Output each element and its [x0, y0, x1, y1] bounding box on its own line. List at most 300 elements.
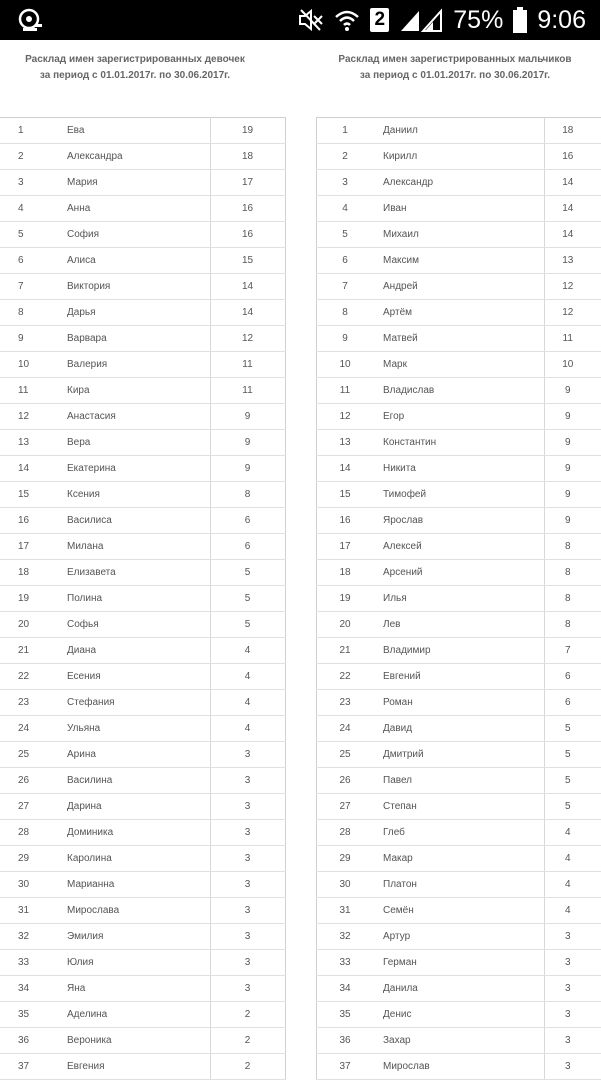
rank-cell: 17 — [317, 534, 374, 560]
name-cell: Матвей — [373, 326, 544, 352]
rank-cell: 31 — [317, 898, 374, 924]
name-cell: Мария — [58, 170, 210, 196]
name-cell: Давид — [373, 716, 544, 742]
rank-cell: 20 — [317, 612, 374, 638]
rank-cell: 12 — [317, 404, 374, 430]
count-cell: 5 — [544, 768, 601, 794]
rank-cell: 5 — [317, 222, 374, 248]
rank-cell: 34 — [317, 976, 374, 1002]
count-cell: 19 — [210, 118, 285, 144]
rank-cell: 11 — [0, 378, 58, 404]
count-cell: 6 — [544, 690, 601, 716]
count-cell: 4 — [544, 846, 601, 872]
name-cell: Мирослав — [373, 1054, 544, 1080]
table-row — [0, 976, 285, 1002]
count-cell: 9 — [544, 482, 601, 508]
table-row — [317, 508, 601, 534]
name-cell: Яна — [58, 976, 210, 1002]
table-row — [0, 924, 285, 950]
rank-cell: 25 — [0, 742, 58, 768]
table-row — [0, 430, 285, 456]
count-cell: 13 — [544, 248, 601, 274]
name-cell: Даниил — [373, 118, 544, 144]
rank-cell: 10 — [317, 352, 374, 378]
media-player-icon — [18, 8, 44, 32]
table-row — [0, 612, 285, 638]
table-row — [317, 534, 601, 560]
count-cell: 8 — [544, 612, 601, 638]
rank-cell: 4 — [317, 196, 374, 222]
rank-cell: 35 — [0, 1002, 58, 1028]
table-row — [0, 950, 285, 976]
count-cell: 3 — [544, 924, 601, 950]
rank-cell: 7 — [0, 274, 58, 300]
name-cell: Тимофей — [373, 482, 544, 508]
name-cell: Ева — [58, 118, 210, 144]
count-cell: 14 — [544, 170, 601, 196]
count-cell: 15 — [210, 248, 285, 274]
rank-cell: 18 — [0, 560, 58, 586]
count-cell: 14 — [544, 222, 601, 248]
name-cell: Никита — [373, 456, 544, 482]
name-cell: Кира — [58, 378, 210, 404]
name-cell: Дарья — [58, 300, 210, 326]
rank-cell: 27 — [317, 794, 374, 820]
count-cell: 3 — [210, 768, 285, 794]
table-row — [317, 846, 601, 872]
count-cell: 3 — [210, 742, 285, 768]
name-cell: Арсений — [373, 560, 544, 586]
rank-cell: 22 — [317, 664, 374, 690]
rank-cell: 3 — [0, 170, 58, 196]
battery-icon — [513, 7, 527, 33]
count-cell: 5 — [210, 586, 285, 612]
table-row — [0, 378, 285, 404]
count-cell: 4 — [210, 638, 285, 664]
rank-cell: 11 — [317, 378, 374, 404]
rank-cell: 6 — [317, 248, 374, 274]
name-cell: Артур — [373, 924, 544, 950]
table-row — [317, 976, 601, 1002]
count-cell: 18 — [544, 118, 601, 144]
count-cell: 5 — [210, 612, 285, 638]
rank-cell: 28 — [317, 820, 374, 846]
rank-cell: 20 — [0, 612, 58, 638]
name-cell: Елизавета — [58, 560, 210, 586]
count-cell: 3 — [544, 1028, 601, 1054]
count-cell: 8 — [544, 586, 601, 612]
boys-names-table — [316, 117, 601, 1080]
rank-cell: 30 — [0, 872, 58, 898]
table-row — [317, 300, 601, 326]
count-cell: 3 — [544, 1054, 601, 1080]
name-cell: Диана — [58, 638, 210, 664]
name-cell: Ксения — [58, 482, 210, 508]
wifi-icon — [334, 8, 360, 32]
name-cell: Марианна — [58, 872, 210, 898]
table-row — [317, 144, 601, 170]
name-cell: Андрей — [373, 274, 544, 300]
rank-cell: 21 — [317, 638, 374, 664]
name-cell: Иван — [373, 196, 544, 222]
table-row — [0, 144, 285, 170]
rank-cell: 2 — [0, 144, 58, 170]
rank-cell: 19 — [317, 586, 374, 612]
name-cell: Алексей — [373, 534, 544, 560]
table-row — [317, 456, 601, 482]
battery-percent: 75% — [453, 6, 503, 35]
table-row — [0, 898, 285, 924]
rank-cell: 25 — [317, 742, 374, 768]
rank-cell: 17 — [0, 534, 58, 560]
count-cell: 3 — [210, 820, 285, 846]
name-cell: Милана — [58, 534, 210, 560]
rank-cell: 26 — [0, 768, 58, 794]
table-row — [317, 170, 601, 196]
table-row — [0, 404, 285, 430]
table-row — [317, 482, 601, 508]
rank-cell: 33 — [317, 950, 374, 976]
name-cell: Герман — [373, 950, 544, 976]
table-row — [0, 664, 285, 690]
count-cell: 8 — [544, 560, 601, 586]
name-cell: Константин — [373, 430, 544, 456]
count-cell: 8 — [544, 534, 601, 560]
table-row — [0, 508, 285, 534]
rank-cell: 31 — [0, 898, 58, 924]
table-row — [0, 638, 285, 664]
rank-cell: 5 — [0, 222, 58, 248]
count-cell: 9 — [544, 456, 601, 482]
table-row — [317, 690, 601, 716]
name-cell: Захар — [373, 1028, 544, 1054]
name-cell: Ярослав — [373, 508, 544, 534]
name-cell: Анастасия — [58, 404, 210, 430]
rank-cell: 8 — [0, 300, 58, 326]
name-cell: Анна — [58, 196, 210, 222]
table-row — [0, 716, 285, 742]
table-row — [317, 352, 601, 378]
name-cell: Лев — [373, 612, 544, 638]
count-cell: 12 — [544, 274, 601, 300]
count-cell: 4 — [544, 820, 601, 846]
name-cell: Виктория — [58, 274, 210, 300]
count-cell: 3 — [210, 950, 285, 976]
rank-cell: 3 — [317, 170, 374, 196]
count-cell: 4 — [544, 898, 601, 924]
table-row — [0, 352, 285, 378]
sim-icon: 2 — [370, 8, 389, 32]
name-cell: Каролина — [58, 846, 210, 872]
count-cell: 4 — [210, 664, 285, 690]
table-row — [0, 118, 285, 144]
table-row — [317, 768, 601, 794]
table-row — [317, 222, 601, 248]
name-cell: Арина — [58, 742, 210, 768]
count-cell: 9 — [210, 430, 285, 456]
table-row — [0, 326, 285, 352]
count-cell: 4 — [210, 690, 285, 716]
table-row — [317, 1028, 601, 1054]
rank-cell: 15 — [0, 482, 58, 508]
rank-cell: 32 — [317, 924, 374, 950]
name-cell: Егор — [373, 404, 544, 430]
name-cell: Дмитрий — [373, 742, 544, 768]
count-cell: 11 — [210, 352, 285, 378]
girls-names-table — [0, 117, 286, 1080]
name-cell: Полина — [58, 586, 210, 612]
table-row — [0, 560, 285, 586]
rank-cell: 18 — [317, 560, 374, 586]
rank-cell: 1 — [0, 118, 58, 144]
name-cell: Владимир — [373, 638, 544, 664]
count-cell: 5 — [210, 560, 285, 586]
count-cell: 11 — [210, 378, 285, 404]
table-row — [317, 716, 601, 742]
name-cell: Кирилл — [373, 144, 544, 170]
count-cell: 16 — [210, 222, 285, 248]
count-cell: 5 — [544, 742, 601, 768]
name-cell: Мирослава — [58, 898, 210, 924]
name-cell: Владислав — [373, 378, 544, 404]
count-cell: 18 — [210, 144, 285, 170]
table-row — [317, 638, 601, 664]
status-bar — [0, 0, 600, 40]
table-row — [317, 1002, 601, 1028]
name-cell: Платон — [373, 872, 544, 898]
rank-cell: 26 — [317, 768, 374, 794]
rank-cell: 14 — [0, 456, 58, 482]
table-row — [317, 820, 601, 846]
rank-cell: 8 — [317, 300, 374, 326]
table-row — [0, 846, 285, 872]
table-row — [0, 690, 285, 716]
rank-cell: 13 — [317, 430, 374, 456]
rank-cell: 24 — [317, 716, 374, 742]
rank-cell: 9 — [0, 326, 58, 352]
count-cell: 6 — [544, 664, 601, 690]
table-row — [317, 274, 601, 300]
rank-cell: 24 — [0, 716, 58, 742]
name-cell: Макар — [373, 846, 544, 872]
rank-cell: 32 — [0, 924, 58, 950]
table-row — [317, 430, 601, 456]
rank-cell: 35 — [317, 1002, 374, 1028]
count-cell: 16 — [210, 196, 285, 222]
count-cell: 3 — [544, 976, 601, 1002]
name-cell: Екатерина — [58, 456, 210, 482]
name-cell: Вера — [58, 430, 210, 456]
rank-cell: 22 — [0, 664, 58, 690]
signal-icon — [399, 7, 443, 33]
rank-cell: 4 — [0, 196, 58, 222]
table-row — [0, 794, 285, 820]
rank-cell: 10 — [0, 352, 58, 378]
name-cell: Софья — [58, 612, 210, 638]
rank-cell: 13 — [0, 430, 58, 456]
name-cell: Стефания — [58, 690, 210, 716]
girls-table-title: Расклад имен зарегистрированных девочек за период с 01.01.2017г. по 30.06.2017г. — [0, 52, 270, 84]
table-row — [317, 248, 601, 274]
name-cell: Максим — [373, 248, 544, 274]
name-cell: Александра — [58, 144, 210, 170]
name-cell: Семён — [373, 898, 544, 924]
name-cell: Варвара — [58, 326, 210, 352]
table-row — [0, 248, 285, 274]
name-cell: Аделина — [58, 1002, 210, 1028]
rank-cell: 1 — [317, 118, 374, 144]
name-cell: Артём — [373, 300, 544, 326]
table-row — [0, 768, 285, 794]
table-row — [317, 742, 601, 768]
count-cell: 5 — [544, 794, 601, 820]
count-cell: 3 — [210, 976, 285, 1002]
name-cell: Дарина — [58, 794, 210, 820]
name-cell: Степан — [373, 794, 544, 820]
count-cell: 3 — [210, 794, 285, 820]
rank-cell: 36 — [317, 1028, 374, 1054]
table-row — [0, 274, 285, 300]
page-content — [0, 40, 600, 1065]
rank-cell: 23 — [317, 690, 374, 716]
count-cell: 5 — [544, 716, 601, 742]
name-cell: Евгений — [373, 664, 544, 690]
count-cell: 3 — [210, 898, 285, 924]
count-cell: 4 — [210, 716, 285, 742]
rank-cell: 37 — [0, 1054, 58, 1080]
rank-cell: 33 — [0, 950, 58, 976]
count-cell: 4 — [544, 872, 601, 898]
count-cell: 9 — [544, 378, 601, 404]
count-cell: 14 — [544, 196, 601, 222]
name-cell: Доминика — [58, 820, 210, 846]
table-row — [317, 950, 601, 976]
table-row — [0, 820, 285, 846]
count-cell: 3 — [210, 846, 285, 872]
table-row — [0, 300, 285, 326]
rank-cell: 29 — [317, 846, 374, 872]
table-row — [317, 924, 601, 950]
name-cell: Илья — [373, 586, 544, 612]
count-cell: 8 — [210, 482, 285, 508]
rank-cell: 37 — [317, 1054, 374, 1080]
table-row — [317, 612, 601, 638]
table-row — [0, 1002, 285, 1028]
table-row — [317, 404, 601, 430]
mute-icon — [298, 8, 324, 32]
table-row — [0, 1054, 285, 1080]
count-cell: 9 — [544, 404, 601, 430]
rank-cell: 14 — [317, 456, 374, 482]
rank-cell: 12 — [0, 404, 58, 430]
name-cell: Денис — [373, 1002, 544, 1028]
rank-cell: 29 — [0, 846, 58, 872]
count-cell: 9 — [544, 508, 601, 534]
table-row — [317, 560, 601, 586]
count-cell: 6 — [210, 534, 285, 560]
name-cell: София — [58, 222, 210, 248]
count-cell: 9 — [210, 404, 285, 430]
rank-cell: 2 — [317, 144, 374, 170]
rank-cell: 9 — [317, 326, 374, 352]
count-cell: 3 — [210, 872, 285, 898]
boys-table-title: Расклад имен зарегистрированных мальчиков за период с 01.01.2017г. по 30.06.2017г. — [310, 52, 600, 84]
rank-cell: 15 — [317, 482, 374, 508]
table-row — [317, 326, 601, 352]
table-row — [317, 898, 601, 924]
clock: 9:06 — [537, 6, 586, 35]
count-cell: 7 — [544, 638, 601, 664]
count-cell: 2 — [210, 1002, 285, 1028]
rank-cell: 36 — [0, 1028, 58, 1054]
name-cell: Данила — [373, 976, 544, 1002]
rank-cell: 16 — [317, 508, 374, 534]
rank-cell: 21 — [0, 638, 58, 664]
count-cell: 9 — [210, 456, 285, 482]
name-cell: Глеб — [373, 820, 544, 846]
count-cell: 3 — [544, 1002, 601, 1028]
rank-cell: 23 — [0, 690, 58, 716]
count-cell: 14 — [210, 300, 285, 326]
name-cell: Василина — [58, 768, 210, 794]
count-cell: 17 — [210, 170, 285, 196]
count-cell: 9 — [544, 430, 601, 456]
table-row — [0, 222, 285, 248]
count-cell: 3 — [544, 950, 601, 976]
table-row — [317, 1054, 601, 1080]
table-row — [317, 378, 601, 404]
rank-cell: 16 — [0, 508, 58, 534]
table-row — [0, 170, 285, 196]
name-cell: Вероника — [58, 1028, 210, 1054]
table-row — [0, 872, 285, 898]
table-row — [317, 118, 601, 144]
name-cell: Александр — [373, 170, 544, 196]
count-cell: 10 — [544, 352, 601, 378]
table-row — [0, 534, 285, 560]
rank-cell: 6 — [0, 248, 58, 274]
rank-cell: 19 — [0, 586, 58, 612]
table-row — [0, 586, 285, 612]
name-cell: Василиса — [58, 508, 210, 534]
count-cell: 14 — [210, 274, 285, 300]
table-row — [317, 664, 601, 690]
count-cell: 2 — [210, 1028, 285, 1054]
table-row — [317, 794, 601, 820]
name-cell: Алиса — [58, 248, 210, 274]
count-cell: 12 — [210, 326, 285, 352]
name-cell: Есения — [58, 664, 210, 690]
table-row — [0, 482, 285, 508]
name-cell: Ульяна — [58, 716, 210, 742]
table-row — [0, 742, 285, 768]
name-cell: Эмилия — [58, 924, 210, 950]
name-cell: Юлия — [58, 950, 210, 976]
table-row — [0, 456, 285, 482]
table-row — [317, 872, 601, 898]
name-cell: Евгения — [58, 1054, 210, 1080]
rank-cell: 27 — [0, 794, 58, 820]
count-cell: 16 — [544, 144, 601, 170]
name-cell: Валерия — [58, 352, 210, 378]
rank-cell: 34 — [0, 976, 58, 1002]
name-cell: Марк — [373, 352, 544, 378]
rank-cell: 7 — [317, 274, 374, 300]
count-cell: 2 — [210, 1054, 285, 1080]
rank-cell: 28 — [0, 820, 58, 846]
table-row — [0, 196, 285, 222]
count-cell: 12 — [544, 300, 601, 326]
